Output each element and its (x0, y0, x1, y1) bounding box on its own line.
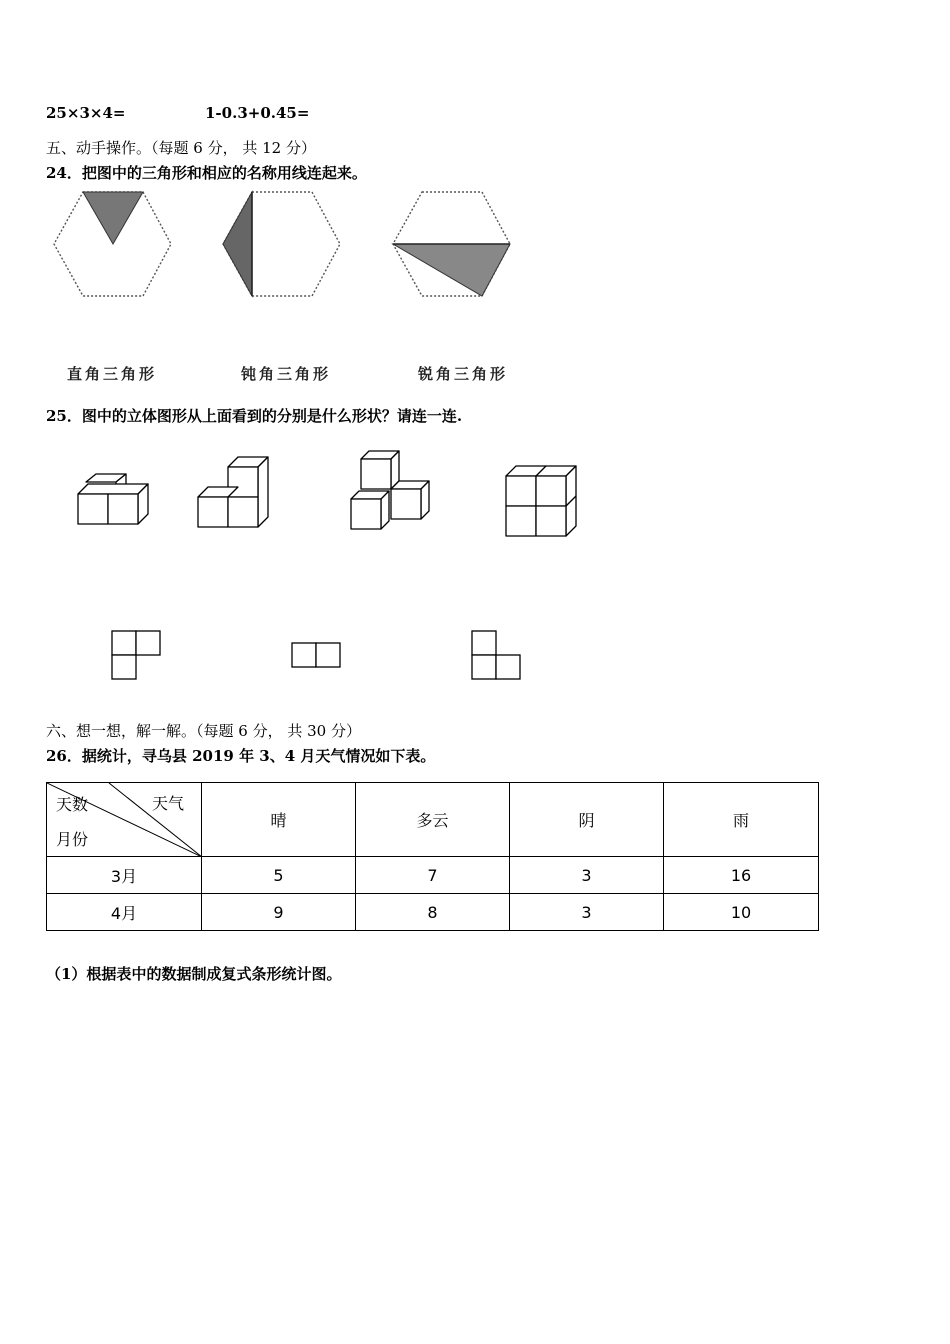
section-6-title: 六、想一想，解一解。（每题 6 分， 共 30 分） (46, 722, 361, 740)
top-view-1 (110, 629, 164, 683)
table-row (47, 857, 819, 894)
question-24-text: 24．把图中的三角形和相应的名称用线连起来。 (46, 164, 367, 182)
table-cell: 16 (664, 857, 819, 894)
row-month: 4月 (47, 894, 202, 931)
table-cell: 8 (356, 894, 510, 931)
header-rain: 雨 (664, 783, 819, 857)
hexagon-figure-2 (219, 188, 344, 300)
calc-expression-2: 1-0.3+0.45= (205, 104, 310, 122)
corner-label-weather: 天气 (152, 794, 185, 813)
header-cloudy: 多云 (356, 783, 510, 857)
question-26-sub-1: （1）根据表中的数据制成复式条形统计图。 (46, 965, 342, 983)
top-view-3 (470, 629, 524, 683)
table-cell: 10 (664, 894, 819, 931)
solid-figure-2 (194, 453, 274, 531)
table-cell: 3 (510, 857, 664, 894)
question-26-text: 26．据统计，寻乌县 2019 年 3、4 月天气情况如下表。 (46, 747, 436, 765)
label-acute-triangle: 锐角三角形 (418, 365, 509, 383)
header-sunny: 晴 (202, 783, 356, 857)
top-view-2 (290, 641, 344, 671)
table-row (47, 894, 819, 931)
section-5-title: 五、动手操作。（每题 6 分， 共 12 分） (46, 139, 316, 157)
hexagon-figure-1 (50, 188, 175, 300)
row-month: 3月 (47, 857, 202, 894)
calc-expression-1: 25×3×4= (46, 104, 126, 122)
label-right-triangle: 直角三角形 (67, 365, 158, 383)
solid-figure-4 (502, 462, 582, 540)
table-corner-cell (47, 783, 202, 857)
solid-figure-3 (347, 447, 435, 535)
hexagon-figure-3 (389, 188, 514, 300)
question-25-text: 25．图中的立体图形从上面看到的分别是什么形状？请连一连. (46, 407, 463, 425)
table-cell: 5 (202, 857, 356, 894)
label-obtuse-triangle: 钝角三角形 (241, 365, 332, 383)
table-cell: 9 (202, 894, 356, 931)
table-cell: 3 (510, 894, 664, 931)
corner-label-month: 月份 (56, 830, 89, 849)
weather-table (46, 782, 819, 931)
table-cell: 7 (356, 857, 510, 894)
solid-figure-1 (74, 470, 154, 528)
corner-label-days: 天数 (56, 795, 89, 814)
header-overcast: 阴 (510, 783, 664, 857)
